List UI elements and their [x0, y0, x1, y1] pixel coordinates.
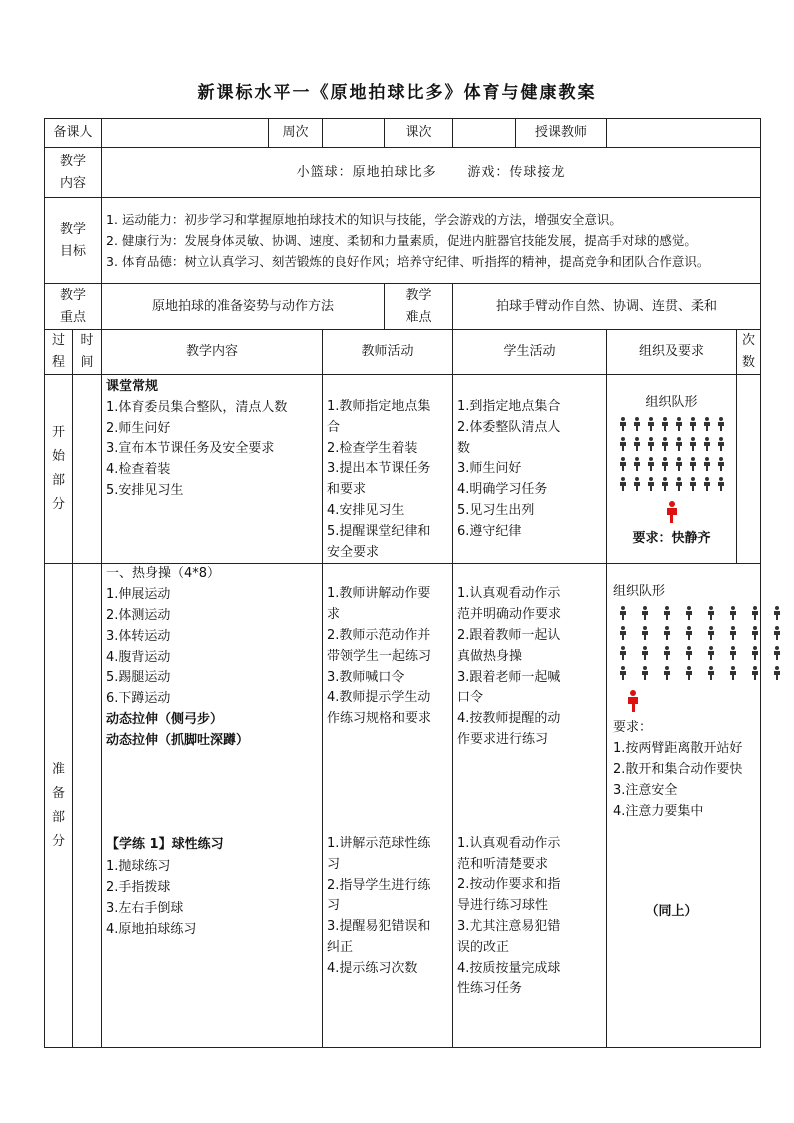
list-item: 4.腹背运动 — [106, 649, 171, 665]
student-icon — [632, 417, 641, 431]
start-teacher-activity: 1.教师指定地点集 合 2.检查学生着装 3.提出本节课任务 和要求 4.安排见习生 5.提醒课堂纪律和 安全要求 — [323, 375, 453, 564]
student-icon — [702, 437, 711, 451]
student-icon — [684, 666, 693, 680]
list-item: 1.体育委员集合整队，清点人数 — [106, 399, 288, 415]
student-icon — [640, 626, 649, 640]
student-icon — [646, 417, 655, 431]
list-item: 3.宣布本节课任务及安全要求 — [106, 441, 275, 457]
student-icon — [632, 477, 641, 491]
student-formation — [615, 606, 760, 680]
student-icon — [632, 457, 641, 471]
student-icon — [662, 606, 671, 620]
difficulty-value: 拍球手臂动作自然、协调、连贯、柔和 — [453, 284, 761, 330]
requirements-list: 要求： 1.按两臂距离散开站好 2.散开和集合动作要快 3.注意安全 4.注意力要集中 — [613, 718, 760, 822]
student-icon — [706, 666, 715, 680]
student-icon — [702, 417, 711, 431]
student-icon — [618, 626, 627, 640]
student-icon — [688, 477, 697, 491]
info-row — [45, 119, 761, 148]
start-section-row — [45, 375, 761, 564]
student-icon — [632, 437, 641, 451]
goal-item: 2. 健康行为：发展身体灵敏、协调、速度、柔韧和力量素质，促进内脏器官技能发展，提高手对球的感觉。 — [106, 233, 697, 248]
start-student-activity: 1.到指定地点集合 2.体委整队清点人 数 3.师生问好 4.明确学习任务 5.见习生出列 6.遵守纪律 — [453, 375, 607, 564]
formation-label: 组织队形 — [645, 395, 698, 410]
student-icon — [618, 666, 627, 680]
student-icon — [706, 626, 715, 640]
student-icon — [684, 646, 693, 660]
student-icon — [674, 437, 683, 451]
list-item: 3.左右手倒球 — [106, 900, 184, 916]
student-icon — [684, 626, 693, 640]
student-icon — [618, 437, 627, 451]
lesson-label: 课次 — [385, 119, 453, 148]
student-icon — [728, 646, 737, 660]
col-content: 教学内容 — [102, 330, 323, 375]
instructor-label: 授课教师 — [516, 119, 607, 148]
list-item: 2.手指拨球 — [106, 880, 171, 896]
formation-label: 组织队形 — [613, 584, 666, 600]
student-icon — [662, 626, 671, 640]
week-value[interactable] — [323, 119, 385, 148]
student-icon — [646, 477, 655, 491]
list-item: 3.注意安全 — [613, 782, 678, 798]
student-icon — [772, 626, 781, 640]
prep-teacher-activity: 1.教师讲解动作要 求 2.教师示范动作并 带领学生一起练习 3.教师喊口令 4.教师提示学生动 作练习规格和要求 1.讲解示范球性练 习 2.指导学生进行练 习 3.提醒易犯错误和 纠正 4.提示练习次数 — [323, 564, 453, 1048]
prep-section-label: 准 备 部 分 — [45, 564, 73, 1048]
student-icon — [646, 437, 655, 451]
col-count: 次 数 — [737, 330, 761, 375]
student-icon — [688, 417, 697, 431]
student-icon — [618, 477, 627, 491]
list-item: 1.抛球练习 — [106, 859, 171, 875]
page-title: 新课标水平一《原地拍球比多》体育与健康教案 — [197, 83, 597, 103]
goals-row — [45, 198, 761, 284]
week-label: 周次 — [269, 119, 323, 148]
student-icon — [706, 606, 715, 620]
student-icon — [728, 666, 737, 680]
student-icon — [618, 646, 627, 660]
teacher-value[interactable] — [102, 119, 269, 148]
col-organization: 组织及要求 — [607, 330, 737, 375]
list-item: 3.体转运动 — [106, 628, 171, 644]
student-icon — [728, 606, 737, 620]
goals-label: 教学 目标 — [45, 198, 102, 284]
student-icon — [716, 437, 725, 451]
student-icon — [660, 457, 669, 471]
student-icon — [640, 666, 649, 680]
goal-item: 3. 体育品德：树立认真学习、刻苦锻炼的良好作风；培养守纪律、听指挥的精神，提高竞争和团队合作意识。 — [106, 254, 710, 269]
student-icon — [772, 606, 781, 620]
prep-content: 一、热身操（4*8） 1.伸展运动 2.体测运动 3.体转运动 4.腹背运动 5.踢腿运动 6.下蹲运动 动态拉伸（侧弓步） 动态拉伸（抓脚吐深蹲） 【学练 1】球性练习 1.抛球练习 2.手指拨球 3.左右手倒球 4.原地拍球练习 — [102, 564, 323, 1048]
list-item: 2.散开和集合动作要快 — [613, 761, 743, 777]
content-row — [45, 148, 761, 198]
key-label: 教学 重点 — [45, 284, 102, 330]
list-item: 1.按两臂距离散开站好 — [613, 741, 743, 757]
list-item: 5.安排见习生 — [106, 482, 184, 498]
prep-organization — [607, 564, 761, 1048]
prep-student-activity: 1.认真观看动作示 范并明确动作要求 2.跟着教师一起认 真做热身操 3.跟着老师一起喊 口令 4.按教师提醒的动 作要求进行练习 1.认真观看动作示 范和听清楚要求 2.按动作要求和指 导进行练习球性 3.尤其注意易犯错 误的改正 4.按质按量完成球 性练习任务 — [453, 564, 607, 1048]
student-icon — [750, 666, 759, 680]
list-item: 4.注意力要集中 — [613, 803, 704, 819]
content-label: 教学 内容 — [45, 148, 102, 198]
teacher-icon — [666, 501, 678, 523]
student-icon — [728, 626, 737, 640]
teacher-icon — [627, 690, 639, 712]
student-icon — [716, 417, 725, 431]
instructor-value[interactable] — [607, 119, 761, 148]
student-icon — [618, 457, 627, 471]
list-item: 动态拉伸（抓脚吐深蹲） — [106, 732, 250, 748]
student-icon — [716, 477, 725, 491]
student-icon — [674, 417, 683, 431]
student-icon — [662, 646, 671, 660]
student-icon — [702, 477, 711, 491]
start-content: 课堂常规 1.体育委员集合整队，清点人数 2.师生问好 3.宣布本节课任务及安全要求 4.检查着装 5.安排见习生 — [102, 375, 323, 564]
student-icon — [660, 477, 669, 491]
student-icon — [640, 646, 649, 660]
student-icon — [674, 477, 683, 491]
student-icon — [772, 666, 781, 680]
same-as-above: （同上） — [645, 904, 698, 920]
start-count — [737, 375, 761, 564]
student-icon — [640, 606, 649, 620]
column-header-row — [45, 330, 761, 375]
student-icon — [688, 457, 697, 471]
student-icon — [662, 666, 671, 680]
student-icon — [618, 417, 627, 431]
student-icon — [660, 437, 669, 451]
goals-list — [102, 198, 761, 284]
start-section-label: 开 始 部 分 — [45, 375, 73, 564]
start-organization — [607, 375, 737, 564]
student-icon — [716, 457, 725, 471]
student-icon — [750, 646, 759, 660]
student-icon — [660, 417, 669, 431]
lesson-plan-table — [44, 118, 761, 1048]
prep-time — [73, 564, 102, 1048]
student-formation — [611, 417, 732, 491]
student-icon — [750, 626, 759, 640]
student-icon — [702, 457, 711, 471]
col-teacher: 教师活动 — [323, 330, 453, 375]
lesson-value[interactable] — [453, 119, 516, 148]
student-icon — [684, 606, 693, 620]
key-value: 原地拍球的准备姿势与动作方法 — [102, 284, 385, 330]
prep-section-row — [45, 564, 761, 1048]
teacher-label: 备课人 — [45, 119, 102, 148]
student-icon — [706, 646, 715, 660]
list-item: 4.检查着装 — [106, 462, 171, 478]
list-item: 5.踢腿运动 — [106, 670, 171, 686]
col-student: 学生活动 — [453, 330, 607, 375]
student-icon — [646, 457, 655, 471]
student-icon — [688, 437, 697, 451]
list-item: 2.师生问好 — [106, 420, 171, 436]
student-icon — [674, 457, 683, 471]
focus-row — [45, 284, 761, 330]
list-item: 1.伸展运动 — [106, 587, 171, 603]
list-item: 6.下蹲运动 — [106, 691, 171, 707]
list-item: 4.原地拍球练习 — [106, 921, 197, 937]
formation-requirement: 要求：快静齐 — [632, 531, 711, 546]
student-icon — [772, 646, 781, 660]
student-icon — [618, 606, 627, 620]
col-process: 过 程 — [45, 330, 73, 375]
list-item: 2.体测运动 — [106, 607, 171, 623]
content-value: 小篮球：原地拍球比多 游戏：传球接龙 — [102, 148, 761, 198]
goal-item: 1. 运动能力：初步学习和掌握原地拍球技术的知识与技能，学会游戏的方法，增强安全意识。 — [106, 212, 622, 227]
student-icon — [750, 606, 759, 620]
start-time — [73, 375, 102, 564]
list-item: 动态拉伸（侧弓步） — [106, 711, 224, 727]
difficulty-label: 教学 难点 — [385, 284, 453, 330]
col-time: 时 间 — [73, 330, 102, 375]
